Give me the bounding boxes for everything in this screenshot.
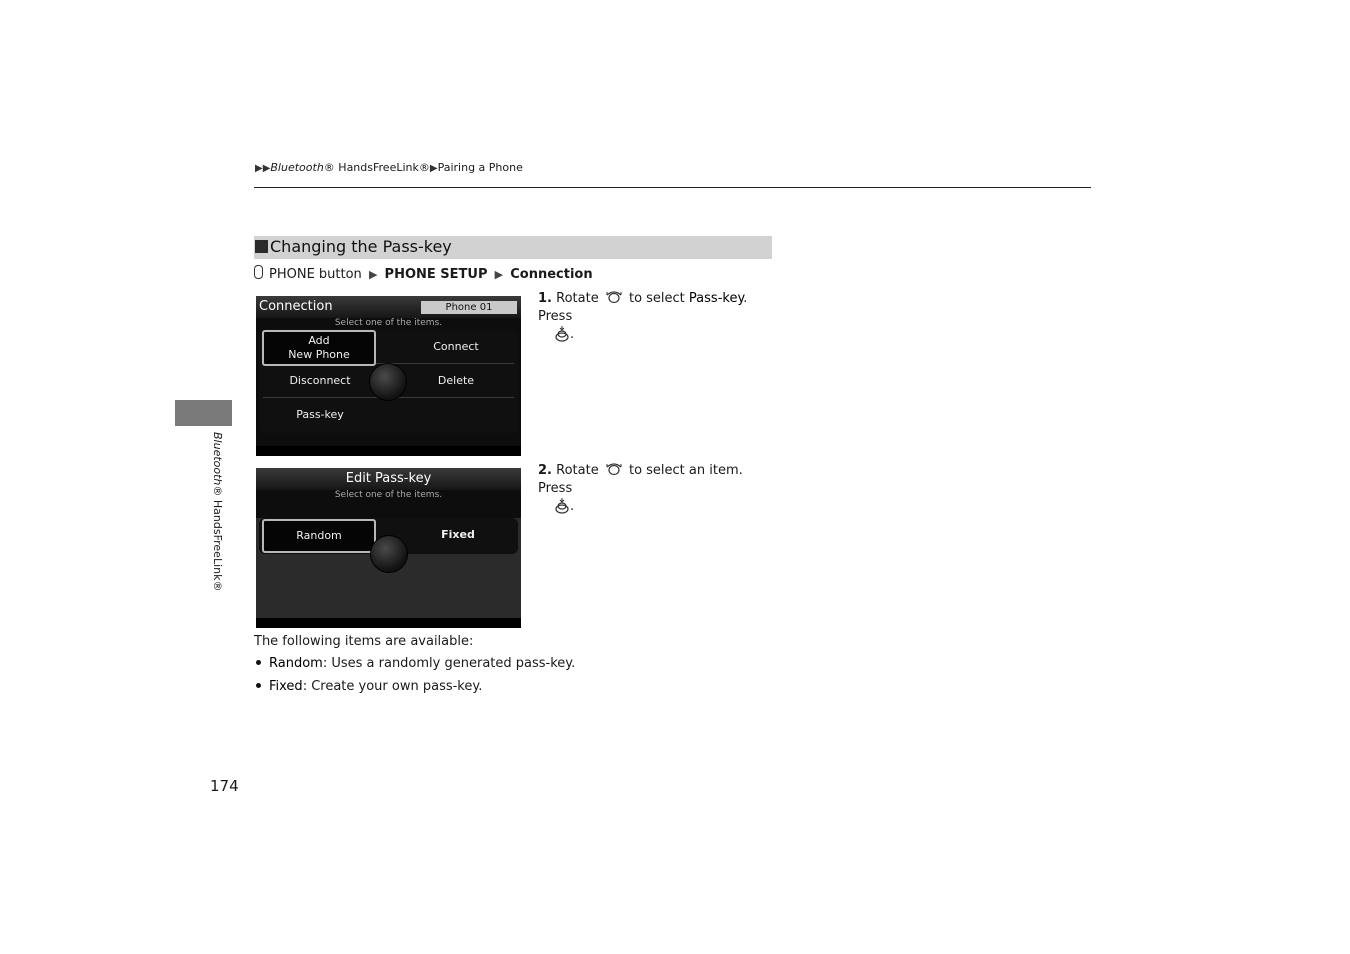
item-desc: : Uses a randomly generated pass-key. <box>322 656 576 671</box>
edit-pass-key-screen <box>256 468 521 628</box>
screen-title: Edit Pass-key <box>345 471 432 486</box>
screen-bottom-bar <box>256 446 521 456</box>
step-text: to select <box>628 291 685 306</box>
page-number: 174 <box>210 777 239 795</box>
header-rule <box>254 187 1091 188</box>
screen-subtitle: Select one of the items. <box>334 490 443 500</box>
step-end: . <box>570 499 575 514</box>
breadcrumb-bluetooth: Bluetooth <box>270 161 324 174</box>
path-arrow: ▶ <box>368 268 378 281</box>
section-title: Changing the Pass-key <box>270 237 452 256</box>
list-item <box>256 656 575 671</box>
breadcrumb-handsfreelink: ® HandsFreeLink® <box>323 161 430 174</box>
step-end: . <box>570 327 575 342</box>
screen-bottom-bar <box>256 618 521 628</box>
list-item <box>256 679 482 694</box>
pass-key-button[interactable]: Pass-key <box>296 408 344 421</box>
disconnect-button[interactable]: Disconnect <box>289 374 351 387</box>
section-header <box>254 236 772 259</box>
step-key: Pass-key <box>688 291 744 306</box>
bullet-icon <box>256 683 261 688</box>
connect-button[interactable]: Connect <box>433 340 479 353</box>
phone-tag: Phone 01 <box>421 301 517 314</box>
interface-dial-icon <box>370 535 408 573</box>
section-square-icon <box>255 240 268 253</box>
random-button[interactable]: Random <box>262 519 376 553</box>
breadcrumb <box>255 161 523 174</box>
side-handsfreelink: ® HandsFreeLink® <box>211 485 224 592</box>
dial-press-icon <box>554 498 570 514</box>
add-new-phone-button[interactable] <box>262 330 376 366</box>
breadcrumb-arrows: ▶▶ <box>255 163 271 174</box>
chapter-side-label <box>211 432 224 591</box>
menu-path <box>254 265 593 282</box>
step-number: 2. <box>538 463 552 478</box>
step-text: Rotate <box>556 291 599 306</box>
item-name: Random <box>269 656 323 671</box>
path-phone-setup: PHONE SETUP <box>384 267 488 282</box>
add-label: Add <box>308 334 330 347</box>
interface-dial-icon <box>369 363 407 401</box>
screen-title-bar <box>256 296 521 318</box>
step-text: to select an item. Press <box>538 463 743 496</box>
dial-press-icon <box>554 326 570 342</box>
bullet-icon <box>256 660 261 665</box>
item-desc: : Create your own pass-key. <box>302 679 483 694</box>
chapter-tab <box>175 400 232 426</box>
screen-title-bar <box>256 468 521 490</box>
breadcrumb-pairing: Pairing a Phone <box>437 161 523 174</box>
fixed-button[interactable]: Fixed <box>441 528 475 541</box>
step-text: Rotate <box>556 463 599 478</box>
interface-dial-icon <box>605 463 623 476</box>
path-start: PHONE button <box>269 267 362 282</box>
step-2 <box>538 462 778 516</box>
connection-screen <box>256 296 521 456</box>
item-name: Fixed <box>269 679 303 694</box>
delete-button[interactable]: Delete <box>437 374 475 387</box>
breadcrumb-separator: ▶ <box>429 163 438 174</box>
screen-title: Connection <box>259 299 333 314</box>
step-number: 1. <box>538 291 552 306</box>
screen-subtitle: Select one of the items. <box>334 318 443 328</box>
path-arrow: ▶ <box>494 268 504 281</box>
available-intro: The following items are available: <box>254 634 474 649</box>
new-phone-label: New Phone <box>288 348 350 361</box>
step-text: . Press <box>538 291 748 324</box>
path-connection: Connection <box>510 267 593 282</box>
step-1 <box>538 290 778 344</box>
microphone-icon <box>254 265 263 279</box>
side-bluetooth: Bluetooth <box>211 432 224 486</box>
interface-dial-icon <box>605 291 623 304</box>
